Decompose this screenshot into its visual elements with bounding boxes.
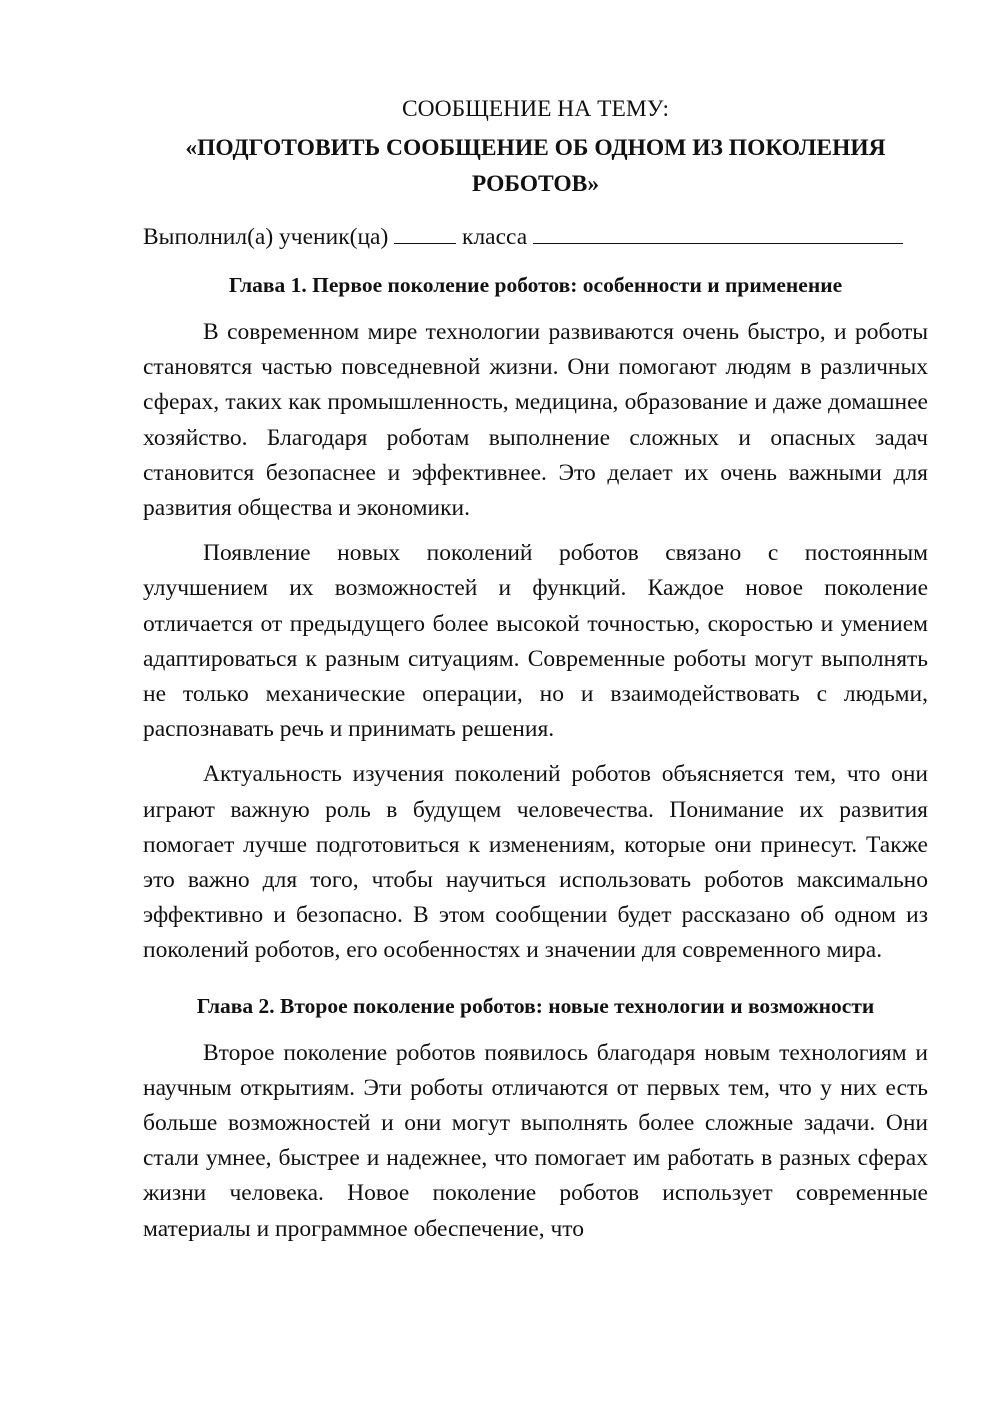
document-page (143, 92, 928, 1257)
chapter-2-heading: Глава 2. Второе поколение роботов: новые технологии и возможности (196, 993, 875, 1018)
student-label: Выполнил(а) ученик(ца) (143, 224, 389, 250)
document-title: СООБЩЕНИЕ НА ТЕМУ: (401, 96, 670, 122)
class-blank (394, 223, 456, 244)
student-line (143, 220, 928, 254)
chapter-1-paragraph-3: Актуальность изучения поколений роботов объясняется тем, что они играют важную роль в будущем человечества. Понимание их развития помогает лучше подготовиться к изменениям, которые они принесут. Также это важно для того, чтобы научиться использовать роботов максимально эффективно и безопасно. В этом сообщении будет рассказано об одном из поколений роботов, его особенностях и значении для современного мира. (143, 761, 928, 964)
class-label: класса (462, 224, 528, 250)
chapter-1-heading: Глава 1. Первое поколение роботов: особенности и применение (228, 273, 843, 297)
chapter-1-paragraph-1: В современном мире технологии развиваются очень быстро, и роботы становятся частью повседневной жизни. Они помогают людям в различных сферах, таких как промышленность, медицина, образование и даже домашнее хозяйство. Благодаря роботам выполнение сложных и опасных задач становится безопаснее и эффективнее. Это делает их очень важными для развития общества и экономики. (143, 319, 928, 522)
chapter-1-paragraph-2: Появление новых поколений роботов связано с постоянным улучшением их возможностей и функций. Каждое новое поколение отличается от предыдущего более высокой точностью, скоростью и умением адаптироваться к разным ситуациям. Современные роботы могут выполнять не только механические операции, но и взаимодействовать с людьми, распознавать речь и принимать решения. (143, 540, 928, 743)
chapter-2-paragraph-1: Второе поколение роботов появилось благодаря новым технологиям и научным открытиям. Эти роботы отличаются от первых тем, что у них есть больше возможностей и они могут выполнять более сложные задачи. Они стали умнее, быстрее и надежнее, что помогает им работать в разных сферах жизни человека. Новое поколение роботов использует современные материалы и программное обеспечение, что (143, 1039, 928, 1242)
document-topic: «ПОДГОТОВИТЬ СООБЩЕНИЕ ОБ ОДНОМ ИЗ ПОКОЛЕНИЯ РОБОТОВ» (185, 135, 886, 197)
name-blank (533, 223, 903, 244)
